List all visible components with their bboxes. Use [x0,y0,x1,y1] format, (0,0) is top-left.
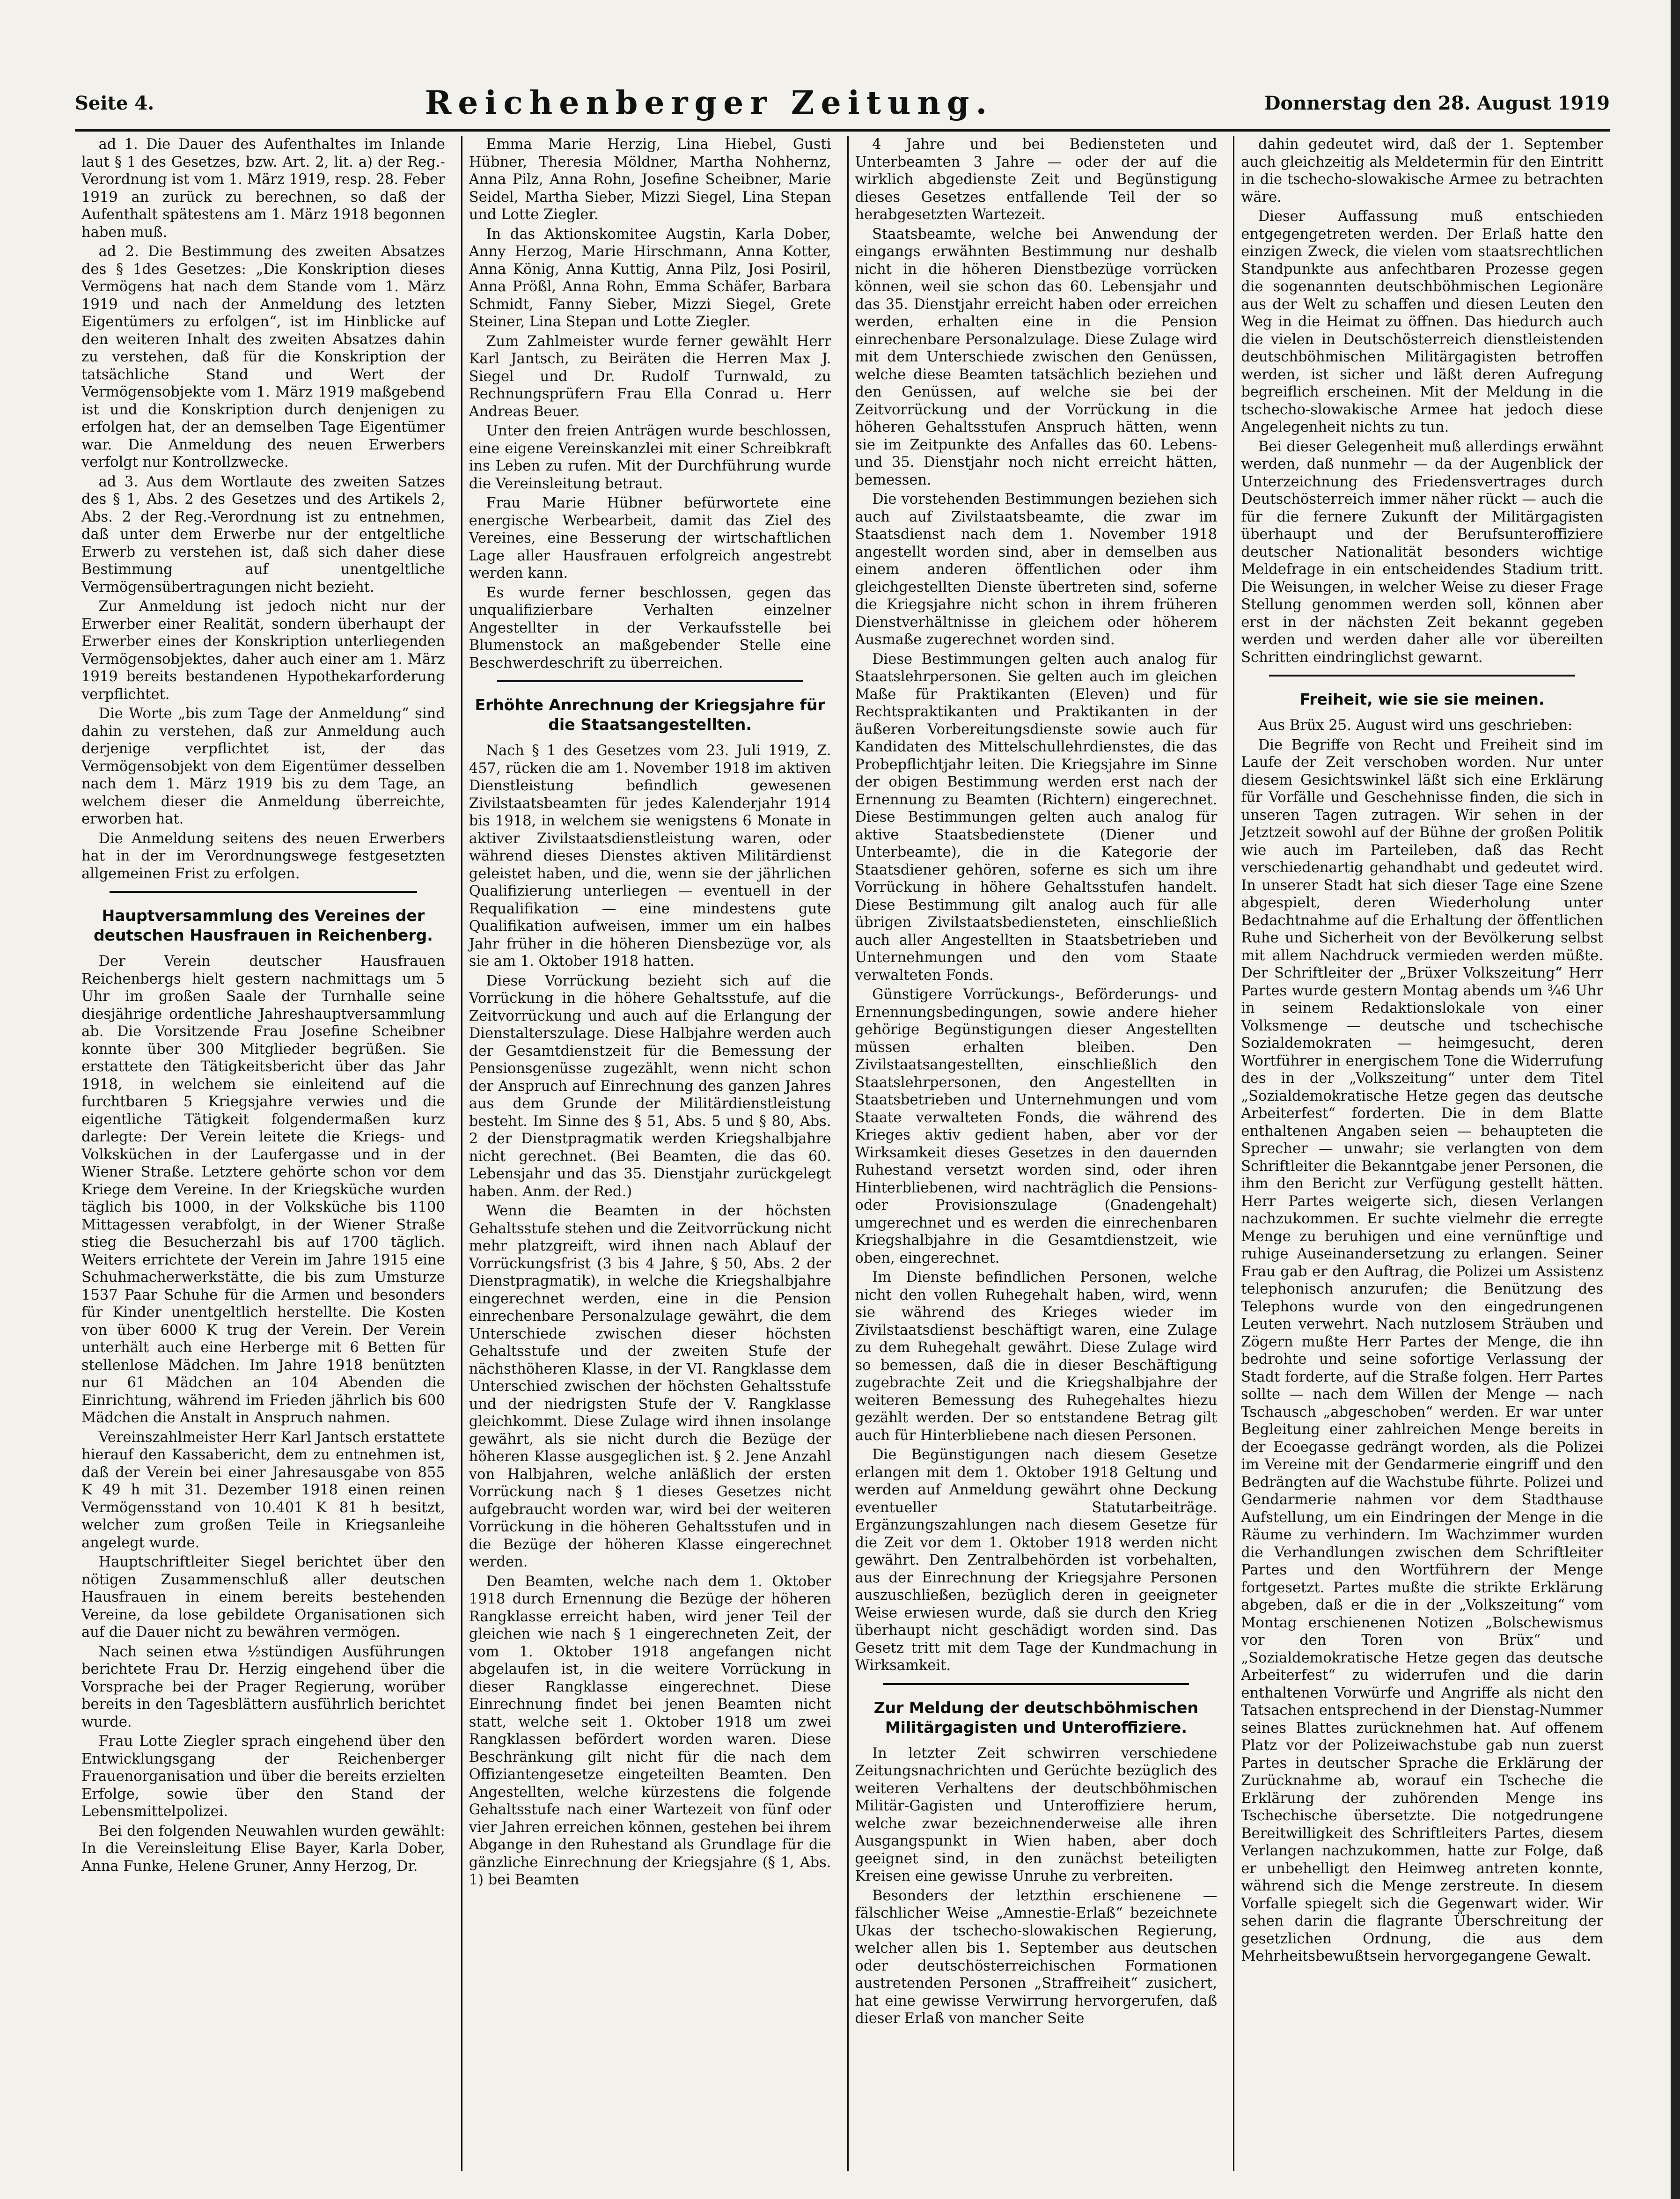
column-3 [847,136,1224,2171]
section-divider [110,891,417,893]
article-paragraph: 4 Jahre und bei Bediensteten und Unterbeamten 3 Jahre — oder der auf die wirklich abgedienste Zeit und Begünstigung dieses Gesetzes entfallende Teil der so herabgesetzten Wartezeit. [855,136,1218,223]
article-paragraph: ad 1. Die Dauer des Aufenthaltes im Inlande laut § 1 des Gesetzes, bzw. Art. 2, lit. a) der Reg.-Verordnung ist vom 1. März 1919, resp. 28. Feber 1919 an zurück zu berechnen, so daß der Aufenthalt spätestens am 1. März 1918 begonnen haben muß. [81,136,445,241]
column-2 [461,136,838,2171]
scan-edge [1671,0,1680,2199]
article-paragraph: Vereinszahlmeister Herr Karl Jantsch erstattete hierauf den Kassabericht, dem zu entnehmen ist, daß der Verein bei einer Jahresausgabe von 855 K 49 h mit 31. Dezember 1918 einen reinen Vermögensstand von 10.401 K 81 h besitzt, welcher zum großen Teile in Kriegsanleihe angelegt wurde. [81,1429,445,1551]
article-paragraph: Im Dienste befindlichen Personen, welche nicht den vollen Ruhegehalt haben, wird, wenn sie während des Krieges wieder im Zivilstaatsdienst beschäftigt waren, eine Zulage zu dem Ruhegehalt gewährt. Diese Zulage wird so bemessen, daß die in dieser Beschäftigung zugebrachte Zeit und die Kriegshalbjahre der weiteren Bemessung des Ruhegehaltes hiezu gezählt werden. Der so entstandene Betrag gilt auch für Hinterbliebene nach diesen Personen. [855,1269,1218,1444]
column-1 [75,136,452,2171]
article-paragraph: Zur Anmeldung ist jedoch nicht nur der Erwerber einer Realität, sondern überhaupt der Erwerber eines der Konskription unterliegenden Vermögensobjektes, daher auch einer am 1. März 1919 bereits bestandenen Hypothekarforderung verpflichtet. [81,598,445,703]
article-paragraph: In das Aktionskomitee Augstin, Karla Dober, Anny Herzog, Marie Hirschmann, Anna Kotter, Anna König, Anna Kuttig, Anna Pilz, Josi Posiril, Anna Prößl, Anna Rohn, Emma Schäfer, Barbara Schmidt, Fanny Sieber, Mizzi Siegel, Grete Steiner, Lina Stepan und Lotte Ziegler. [469,226,831,330]
article-paragraph: Emma Marie Herzig, Lina Hiebel, Gusti Hübner, Theresia Möldner, Martha Nohhernz, Anna Pilz, Anna Rohn, Josefine Scheibner, Marie Seidel, Martha Sieber, Mizzi Siegel, Lina Stepan und Lotte Ziegler. [469,136,831,223]
article-headline: Erhöhte Anrechnung der Kriegsjahre für die Staatsangestellten. [475,696,825,734]
page-number: Seite 4. [75,92,154,114]
article-paragraph: Aus Brüx 25. August wird uns geschrieben: [1258,717,1573,734]
article-paragraph: Günstigere Vorrückungs-, Beförderungs- und Ernennungsbedingungen, sowie andere hieher gehörige Begünstigungen dieser Angestellten müssen erhalten bleiben. Den Zivilstaatsangestellten, einschließlich den Staatslehrpersonen, den Angestellten in Staatsbetrieben und Unternehmungen und vom Staate verwalteten Fonds, die während des Krieges aktiv gedient haben, aber vor der Wirksamkeit dieses Gesetzes in den dauernden Ruhestand versetzt worden sind, oder ihren Hinterbliebenen, wird nachträglich die Pensions- oder Provisionszulage (Gnadengehalt) umgerechnet und es werden die einrechenbaren Kriegshalbjahre in die Gesamtdienstzeit, wie oben, eingerechnet. [855,986,1218,1266]
article-paragraph: Besonders der letzthin erschienene — fälschlicher Weise „Amnestie-Erlaß“ bezeichnete Ukas der tschecho-slowakischen Regierung, welcher allen bis 1. September aus deutschen oder deutschösterreichischen Formationen austretenden Personen „Straffreiheit“ zusichert, hat eine gewisse Verwirrung hervorgerufen, daß dieser Erlaß von mancher Seite [855,1887,1218,2027]
article-paragraph: Hauptschriftleiter Siegel berichtet über den nötigen Zusammenschluß aller deutschen Hausfrauen in einem bereits bestehenden Vereine, da lose gebildete Organisationen sich auf die Dauer nicht zu bewähren vermögen. [81,1554,445,1640]
article-paragraph: ad 2. Die Bestimmung des zweiten Absatzes des § 1des Gesetzes: „Die Konskription dieses Vermögens hat nach dem Stande vom 1. März 1919 und nach der Anmeldung des letzten Eigentümers zu erfolgen“, ist im Hinblicke auf den weiteren Inhalt des zweiten Absatzes dahin zu verstehen, daß für die Konskription der tatsächliche Stand und Wert der Vermögensobjekte vom 1. März 1919 maßgebend ist und die Konskription durch denjenigen zu erfolgen hat, der an demselben Tage Eigentümer war. Die Anmeldung des neuen Erwerbers verfolgt nur Kontrollzwecke. [81,243,445,471]
section-divider [497,680,803,682]
article-paragraph: Nach § 1 des Gesetzes vom 23. Juli 1919, Z. 457, rücken die am 1. November 1918 im aktiven Dienstleistung befindlich gewesenen Zivilstaatsbeamten für jedes Kalenderjahr 1914 bis 1918, in welchem sie wenigstens 6 Monate in aktiver Zivilstaatsdienstleistung waren, oder während dieses Dienstes aktiven Militärdienst geleistet haben, und die, wenn sie der jährlichen Qualifizierung unterliegen — eventuell in der Requalifikation — eine mindestens gute Qualifikation aufweisen, immer um ein halbes Jahr früher in die höheren Diensbezüge vor, als sie am 1. Oktober 1918 hatten. [469,743,831,970]
article-paragraph: ad 3. Aus dem Wortlaute des zweiten Satzes des § 1, Abs. 2 des Gesetzes und des Artikels 2, Abs. 2 der Reg.-Verordnung ist zu entnehmen, daß unter dem Erwerbe nur der entgeltliche Erwerb zu verstehen ist, daß sich daher diese Bestimmung auf unentgeltliche Vermögensübertragungen nicht bezieht. [81,473,445,596]
article-paragraph: Der Verein deutscher Hausfrauen Reichenbergs hielt gestern nachmittags um 5 Uhr im großen Saale der Turnhalle seine diesjährige ordentliche Jahreshauptversammlung ab. Die Vorsitzende Frau Josefine Scheibner konnte über 300 Mitglieder begrüßen. Sie erstattete den Tätigkeitsbericht über das Jahr 1918, in welchem sie einleitend auf die furchtbaren 5 Kriegsjahre verwies und die eigentliche Tätigkeit folgendermaßen kurz darlegte: Der Verein leitete die Kriegs- und Volksküchen in der Laufergasse und in der Wiener Straße. Letztere gehörte schon vor dem Kriege dem Vereine. In der Kriegsküche wurden täglich bis 1000, in der Volksküche bis 1100 Mittagessen verabfolgt, in der Wiener Straße stieg die Besucherzahl bis auf 1700 täglich. Weiters errichtete der Verein im Jahre 1915 eine Schuhmacherwerkstätte, die bis zum Umsturze 1537 Paar Schuhe für die Armen und besonders für Kinder unentgeltlich herstellte. Die Kosten von über 6000 K trug der Verein. Der Verein unterhält auch eine Herberge mit 6 Betten für stellenlose Mädchen. Im Jahre 1918 benützten nur 61 Mädchen an 104 Abenden die Einrichtung, während im Frieden jährlich bis 600 Mädchen die Anstalt in Anspruch nahmen. [81,953,445,1426]
article-headline: Zur Meldung der deutschböhmischen Militärgagisten und Unteroffiziere. [873,1698,1198,1736]
page-header [75,77,1610,132]
section-divider [1269,675,1575,677]
article-paragraph: Dieser Auffassung muß entschieden entgegengetreten werden. Der Erlaß hatte den einzigen Zweck, die vielen vom staatsrechtlichen Standpunkte aus anfechtbaren Prozesse gegen die sogenannten deutschböhmischen Legionäre aus der Welt zu schaffen und diesen Leuten den Weg in die Heimat zu öffnen. Das hiedurch auch die vielen in Deutschösterreich dienstleistenden deutschböhmischen Militärgagisten betroffen werden, ist sicher und läßt deren Aufregung begreiflich erscheinen. Mit der Meldung in die tschecho-slowakische Armee hat jedoch diese Angelegenheit nichts zu tun. [1241,208,1603,435]
article-paragraph: Zum Zahlmeister wurde ferner gewählt Herr Karl Jantsch, zu Beiräten die Herren Max J. Siegel und Dr. Rudolf Turnwald, zu Rechnungsprüfern Frau Ella Conrad u. Herr Andreas Beuer. [469,333,831,420]
article-paragraph: Die Begriffe von Recht und Freiheit sind im Laufe der Zeit verschoben worden. Nur unter diesem Gesichtswinkel läßt sich eine Erklärung für Vorfälle und Geschehnisse finden, die sich in unseren Tagen zutragen. Wir sehen in der Jetztzeit sowohl auf der Bühne der großen Politik wie auch im Parteileben, daß das Recht verschiedenartig gehandhabt und gedeutet wird. In unserer Stadt hat sich dieser Tage eine Szene abgespielt, deren Wiederholung unter Bedachtnahme auf die Erhaltung der öffentlichen Ruhe und Sicherheit von der Bevölkerung selbst mit allem Nachdruck vermieden werden müßte. Der Schriftleiter der „Brüxer Volkszeitung“ Herr Partes wurde gestern Montag abends um ¾6 Uhr in seinem Redaktionslokale von einer Volksmenge — deutsche und tschechische Sozialdemokraten — heimgesucht, deren Wortführer in energischem Tone die Widerrufung des in der „Volkszeitung“ unter dem Titel „Sozialdemokratische Hetze gegen das deutsche Arbeiterfest“ forderten. Die in dem Blatte enthaltenen Angaben seien — behaupteten die Sprecher — unwahr; sie verlangten von dem Schriftleiter die Bekanntgabe jener Personen, die ihm den Bericht zur Verfügung gestellt hätten. Herr Partes weigerte sich, diesen Verlangen nachzukommen. Er suchte vielmehr die erregte Menge zu beruhigen und eine vernünftige und ruhige Auseinandersetzung zu erlangen. Seiner Frau gab er den Auftrag, die Polizei um Assistenz telephonisch anzurufen; die Benützung des Telephons wurde von den eingedrungenen Leuten verwehrt. Nach nutzlosem Sträuben und Zögern mußte Herr Partes der Menge, die ihn bedrohte und seine sofortige Verlassung der Stadt forderte, auf die Straße folgen. Herr Partes sollte — nach dem Willen der Menge — nach Tschausch „abgeschoben“ werden. Er war unter Begleitung einer zahlreichen Menge bereits in der Ecoegasse gedrängt worden, als die Polizei im Vereine mit der Gendarmerie eingriff und den Bedrängten auf die Wachstube führte. Polizei und Gendarmerie nahmen vor dem Stadthause Aufstellung, um ein Eindringen der Menge in die Räume zu verhindern. Im Wachzimmer wurden die Verhandlungen zwischen dem Schriftleiter Partes und den Wortführern der Menge fortgesetzt. Partes mußte die strikte Erklärung abgeben, daß er die in der „Volkszeitung“ vom Montag erschienenen Notizen „Bolschewismus vor den Toren von Brüx“ und „Sozialdemokratische Hetze gegen das deutsche Arbeiterfest“ zu widerrufen und die darin enthaltenen Vorwürfe und Angriffe als nicht den Tatsachen entsprechend in der Dienstag-Nummer seines Blattes zurücknehmen hat. Auf offenem Platz vor der Polizeiwachstube gab nun zuerst Partes in deutscher Sprache die Erklärung der Zurücknahme ab, worauf ein Tscheche die Erklärung der zuhörenden Menge ins Tschechische übersetzte. Die notgedrungene Bereitwilligkeit des Schriftleiters Partes, diesem Verlangen nachzukommen, hatte zur Folge, daß er unbehelligt den Heimweg antreten konnte, während sich die Menge zerstreute. In diesem Vorfalle spiegelt sich die Gegenwart wider. Wir sehen darin die flagrante Überschreitung der gesetzlichen Ordnung, die aus dem Mehrheitsbewußtsein hervorgegangene Gewalt. [1241,736,1603,1964]
article-paragraph: Den Beamten, welche nach dem 1. Oktober 1918 durch Ernennung die Bezüge der höheren Rangklasse erreicht haben, wird jener Teil der gleichen wie nach § 1 eingerechneten Zeit, der vom 1. Oktober 1918 angefangen nicht abgelaufen ist, in die weitere Vorrückung in dieser Rangklasse eingerechnet. Diese Einrechnung findet bei jenen Beamten nicht statt, welche seit 1. Oktober 1918 um zwei Rangklassen befördert worden waren. Diese Beschränkung gilt nicht für die nach dem Offiziantengesetze eingeteilten Beamten. Den Angestellten, welche kürzestens die folgende Gehaltsstufe nach einer Wartezeit von fünf oder vier Jahren erreichen können, gestehen bei ihrem Abgange in den Ruhestand als Grundlage für die gänzliche Einrechnung der Kriegsjahre (§ 1, Abs. 1) bei Beamten [469,1573,831,1888]
article-paragraph: Die Begünstigungen nach diesem Gesetze erlangen mit dem 1. Oktober 1918 Geltung und werden auf Anmeldung gewährt ohne Deckung eventueller Statutarbeiträge. Ergänzungszahlungen nach diesem Gesetze für die Zeit vor dem 1. Oktober 1918 werden nicht gewährt. Den Zentralbehörden ist vorbehalten, aus der Einrechnung der Kriegsjahre Personen auszuschließen, bezüglich deren in geeigneter Weise erwiesen wurde, daß sie durch den Krieg überhaupt nicht geschädigt worden sind. Das Gesetz tritt mit dem Tage der Kundmachung in Wirksamkeit. [855,1447,1218,1674]
article-paragraph: Diese Bestimmungen gelten auch analog für Staatslehrpersonen. Sie gelten auch im gleichen Maße für Praktikanten (Eleven) und für Rechtspraktikanten und Praktikanten in der äußeren Vorbereitungsdienste sowie auch für Kandidaten des Mittelschullehrdienstes, die das Probepflichtjahr leiten. Die Kriegsjahre im Sinne der obigen Bestimmung werden erst nach der Ernennung zu Beamten (Richtern) eingerechnet. Diese Bestimmungen gelten auch analog für aktive Staatsbedienstete (Diener und Unterbeamte), die in die Kategorie der Staatsdiener gehören, soferne es sich um ihre Vorrückung in höhere Gehaltsstufen handelt. Diese Bestimmung gilt analog auch für alle übrigen Zivilstaatsbediensteten, einschließlich auch aller Angestellten in Staatsbetrieben und Unternehmungen und den vom Staate verwalteten Fonds. [855,651,1218,984]
article-paragraph: Diese Vorrückung bezieht sich auf die Vorrückung in die höhere Gehaltsstufe, auf die Zeitvorrückung und auch auf die Erlangung der Dienstalterszulage. Diese Halbjahre werden auch der Gesamtdienstzeit für die Bemessung der Pensionsgenüsse zugezählt, wenn nicht schon der Anspruch auf Einrechnung des ganzen Jahres aus dem Grunde der Militärdienstleistung besteht. Im Sinne des § 51, Abs. 5 und § 80, Abs. 2 der Dienstpragmatik werden Kriegshalbjahre nicht gerechnet. (Bei Beamten, die das 60. Lebensjahr und das 35. Dienstjahr zurückgelegt haben. Anm. der Red.) [469,972,831,1200]
article-paragraph: Staatsbeamte, welche bei Anwendung der eingangs erwähnten Bestimmung nur deshalb nicht in die höheren Dienstbezüge vorrücken können, weil sie schon das 60. Lebensjahr und das 35. Dienstjahr erreicht haben oder erreichen werden, erhalten eine in die Pension einrechenbare Personalzulage. Diese Zulage wird mit dem Unterschiede zwischen den Genüssen, welche diese Beamten tatsächlich beziehen und den Genüssen, auf welche sie bei der Zeitvorrückung und der Vorrückung in die höheren Gehaltsstufen Anspruch hätten, wenn sie im Zeitpunkte des Anfalles das 60. Lebens- und 35. Dienstjahr noch nicht erreicht hätten, bemessen. [855,226,1218,488]
article-paragraph: In letzter Zeit schwirren verschiedene Zeitungsnachrichten und Gerüchte bezüglich des weiteren Verhaltens der deutschböhmischen Militär-Gagisten und Unteroffiziere herum, welche zwar bezeichnenderweise alle ihren Ausgangspunkt in Wien haben, aber doch geeignet sind, in den zunächst beteiligten Kreisen eine gewisse Unruhe zu verbreiten. [855,1745,1218,1884]
article-paragraph: Die vorstehenden Bestimmungen beziehen sich auch auf Zivilstaatsbeamte, die zwar im Staatsdienst nach dem 1. November 1918 angestellt worden sind, aber in demselben aus einem anderen öffentlichen oder ihm gleichgestellten Dienste übertreten sind, soferne die Kriegsjahre nicht schon in ihrem früheren Dienstverhältnisse in gleichem oder höherem Ausmaße zugerechnet worden sind. [855,491,1218,648]
article-paragraph: Unter den freien Anträgen wurde beschlossen, eine eigene Vereinskanzlei mit einer Schreibkraft ins Leben zu rufen. Mit der Durchführung wurde die Vereinsleitung betraut. [469,423,831,492]
article-columns [75,136,1610,2171]
issue-date: Donnerstag den 28. August 1919 [1264,92,1610,114]
article-paragraph: Es wurde ferner beschlossen, gegen das unqualifizierbare Verhalten einzelner Angestellter in der Verkaufsstelle bei Blumenstock an maßgebender Stelle eine Beschwerdeschrift zu überreichen. [469,584,831,671]
article-paragraph: Frau Lotte Ziegler sprach eingehend über den Entwicklungsgang der Reichenberger Frauenorganisation und über die bereits erzielten Erfolge, sowie über den Stand der Lebensmittelpolizei. [81,1733,445,1820]
masthead: Reichenberger Zeitung. [425,84,994,122]
article-paragraph: Bei den folgenden Neuwahlen wurden gewählt: In die Vereinsleitung Elise Bayer, Karla Dober, Anna Funke, Helene Gruner, Anny Herzog, Dr. [81,1823,445,1875]
article-headline: Hauptversammlung des Vereines der deutschen Hausfrauen in Reichenberg. [93,906,433,944]
article-paragraph: Wenn die Beamten in der höchsten Gehaltsstufe stehen und die Zeitvorrückung nicht mehr platzgreift, wird ihnen nach Ablauf der Vorrückungsfrist (3 bis 4 Jahre, § 50, Abs. 2 der Dienstpragmatik), in welche die Kriegshalbjahre eingerechnet werden, eine in die Pension einrechenbare Personalzulage gewährt, die dem Unterschiede zwischen dieser höchsten Gehaltsstufe und der zweiten Stufe der nächsthöheren Klasse, in der VI. Rangklasse dem Unterschied zwischen der höchsten Gehaltsstufe und der niedrigsten Stufe der V. Rangklasse gleichkommt. Diese Zulage wird ihnen insolange gewährt, als sie nicht durch die Bezüge der höheren Klasse ausgeglichen ist. § 2. Jene Anzahl von Halbjahren, welche anläßlich der ersten Vorrückung nach § 1 dieses Gesetzes nicht aufgebraucht worden war, wird bei der weiteren Vorrückung in die höheren Gehaltsstufen und in die Bezüge der höheren Klasse eingerechnet werden. [469,1203,831,1570]
article-paragraph: Bei dieser Gelegenheit muß allerdings erwähnt werden, daß nunmehr — da der Augenblick der Unterzeichnung des Friedensvertrages durch Deutschösterreich immer näher rückt — auch die für die fernere Zukunft der Militärgagisten überhaupt und der Berufsunteroffiziere deutscher Nationalität besonders wichtige Meldefrage in ein entscheidendes Stadium tritt. Die Weisungen, in welcher Weise zu dieser Frage Stellung genommen werden soll, können aber erst in der nächsten Zeit bekannt gegeben werden und werden daher alle vor übereilten Schritten eindringlichst gewarnt. [1241,438,1603,666]
section-divider [883,1683,1189,1685]
article-paragraph: dahin gedeutet wird, daß der 1. September auch gleichzeitig als Meldetermin für den Eintritt in die tschecho-slowakische Armee zu betrachten wäre. [1241,136,1603,206]
article-paragraph: Die Worte „bis zum Tage der Anmeldung“ sind dahin zu verstehen, daß zur Anmeldung auch derjenige verpflichtet ist, der das Vermögensobjekt von dem Eigentümer desselben nach dem 1. März 1919 bis zu dem Tage, an welchem dieser die Anmeldung überreichte, erworben hat. [81,706,445,827]
column-4 [1233,136,1610,2171]
article-paragraph: Frau Marie Hübner befürwortete eine energische Werbearbeit, damit das Ziel des Vereines, eine Besserung der wirtschaftlichen Lage aller Hausfrauen erfolgreich angestrebt werden kann. [469,495,831,581]
article-headline: Freiheit, wie sie sie meinen. [1299,690,1545,708]
article-paragraph: Die Anmeldung seitens des neuen Erwerbers hat in der im Verordnungswege festgesetzten allgemeinen Frist zu erfolgen. [81,830,445,882]
article-paragraph: Nach seinen etwa ½stündigen Ausführungen berichtete Frau Dr. Herzig eingehend über die Vorsprache bei der Prager Regierung, worüber bereits in den Tagesblättern ausführlich berichtet wurde. [81,1643,445,1730]
